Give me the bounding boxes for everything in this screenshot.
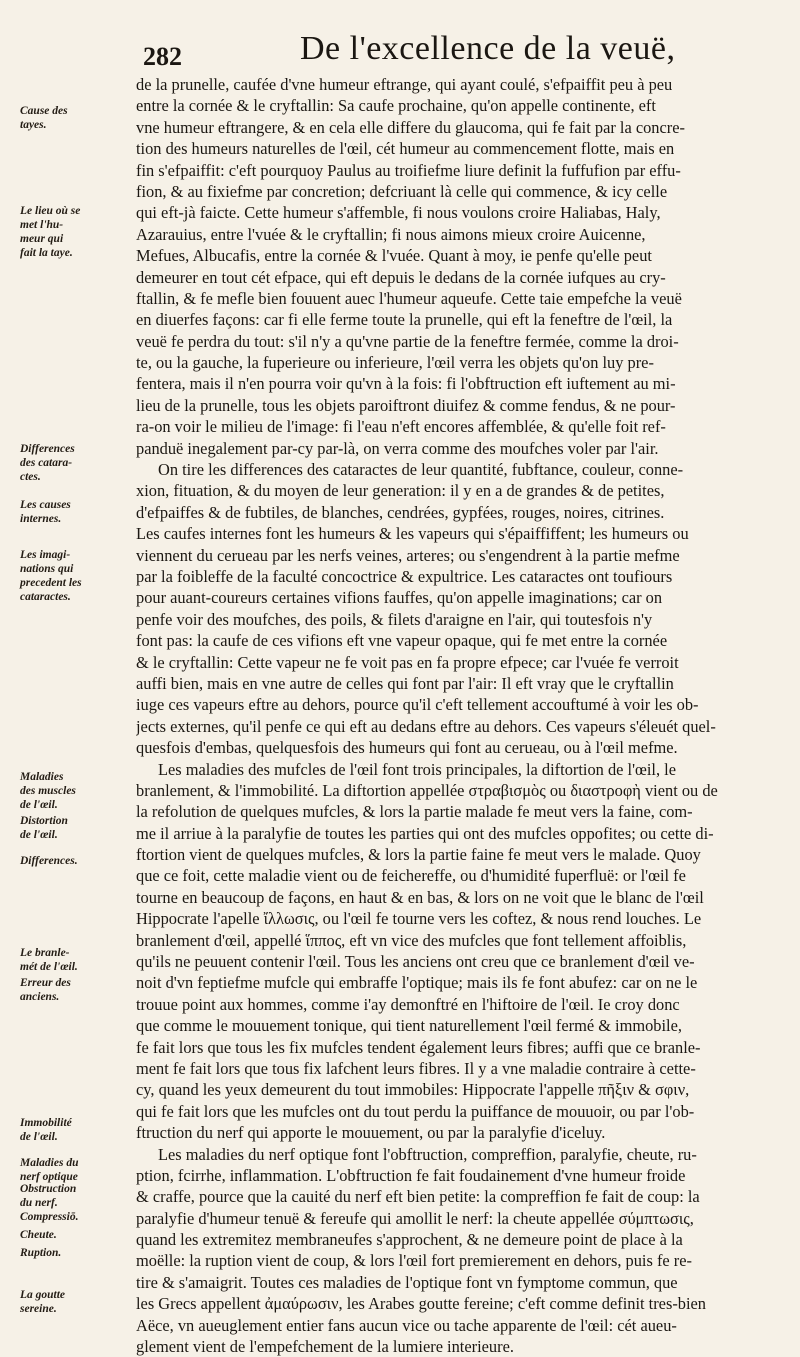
- margin-note-line: Cause des: [20, 105, 68, 117]
- text-line: On tire les differences des cataractes de leur quantité, fubftance, couleur, conne-: [158, 460, 684, 480]
- margin-note-line: anciens.: [20, 991, 60, 1003]
- text-line: xion, fituation, & du moyen de leur generation: il y en a de grandes & de petites,: [136, 481, 665, 501]
- margin-note-line: de l'œil.: [20, 829, 58, 841]
- margin-note: [20, 204, 124, 260]
- text-line: Mefues, Albucafis, entre la cornée & l'vuée. Quant à moy, ie penfe qu'elle peut: [136, 246, 652, 266]
- text-line: font pas: la caufe de ces vifions eft vne vapeur opaque, qui fe met entre la cornée: [136, 631, 668, 651]
- text-line: ftallin, & fe mefle bien fouuent auec l'humeur aqueufe. Cette taie empefche la veuë: [136, 288, 682, 308]
- text-line: demeurer en tout cét efpace, qui eft depuis le dedans de la cornée iufques au cry-: [136, 267, 666, 287]
- text-line: vne humeur eftrangere, & en cela elle differe du glaucoma, qui fe fait par la concre-: [136, 117, 685, 137]
- margin-note-line: des catara-: [20, 457, 73, 469]
- margin-note-line: Differences: [20, 443, 75, 455]
- text-line: te, ou la gauche, la fuperieure ou inferieure, l'œil verra les objets qu'on luy pre-: [136, 353, 654, 373]
- text-line: entre la cornée & le cryftallin: Sa caufe prochaine, qu'on appelle continente, eft: [136, 96, 656, 116]
- margin-note-line: La goutte: [20, 1289, 66, 1301]
- text-line: branlement d'œil, appellé ἵππος, eft vn vice des mufcles que font tellement affoiblis,: [136, 930, 687, 950]
- text-line: iuge ces vapeurs eftre au dehors, pource qu'il c'eft tellement accouftumé à voir les ob-: [136, 695, 699, 715]
- margin-note: [20, 104, 124, 132]
- text-line: quesfois d'embas, quelquesfois des humeurs qui font au cerueau, ou à l'œil mefme.: [136, 738, 678, 758]
- text-line: veuë fe perdra du tout: s'il n'y a qu'vne partie de la feneftre fermée, comme la droi-: [136, 331, 679, 351]
- text-line: auffi bien, mais en vne autre de celles qui font par l'air: Il eft vray que le cryftallin: [136, 673, 674, 693]
- text-line: par la foibleffe de la faculté concoctrice & expultrice. Les cataractes ont toufiours: [136, 566, 673, 586]
- margin-note-line: Maladies: [20, 771, 64, 783]
- margin-note-line: Distortion: [20, 815, 68, 827]
- margin-note-line: nations qui: [20, 563, 74, 575]
- margin-note: [20, 1116, 124, 1144]
- text-line: Les maladies du nerf optique font l'obftruction, compreffion, paralyfie, cheute, ru-: [158, 1144, 697, 1164]
- text-line: quand les extremitez membraneufes s'approchent, & ne demeure point de place à la: [136, 1230, 683, 1250]
- margin-note-line: met l'hu-: [20, 219, 64, 231]
- page-number: 282: [143, 42, 182, 71]
- text-line: & le cryftallin: Cette vapeur ne fe voit pas en fa propre efpece; car l'vuée fe verroit: [136, 652, 679, 672]
- margin-note-line: Differences.: [20, 855, 78, 867]
- margin-note-line: meur qui: [20, 233, 64, 245]
- text-line: en diuerfes façons: car fi elle ferme toute la prunelle, qui eft la feneftre de l'œil, la: [136, 310, 673, 330]
- text-line: qui eft-jà faicte. Cette humeur s'affemble, fi nous voulons croire Haliabas, Haly,: [136, 203, 661, 223]
- text-line: tourne en beaucoup de façons, en haut & en bas, & lors on ne voit que le blanc de l'œil: [136, 887, 704, 907]
- margin-note-line: Le lieu où se: [20, 205, 81, 217]
- margin-note: [20, 1246, 124, 1260]
- text-line: panduë inegalement par-cy par-là, on verra comme des moufches voler par l'air.: [136, 438, 659, 458]
- text-line: qu'ils ne peuuent contenir l'œil. Tous les anciens ont creu que ce branlement d'œil ve-: [136, 952, 695, 972]
- text-line: d'efpaiffes & de fubtiles, de blanches, cendrées, gypfées, rouges, noires, citrines.: [136, 502, 665, 522]
- text-line: me il arriue à la paralyfie de toutes les parties qui ont des mufcles oppofites; ou cette di-: [136, 823, 714, 843]
- text-line: Aëce, vn aueuglement entier fans aucun vice ou tache apparente de l'œil: cét aueu-: [136, 1315, 677, 1335]
- margin-note-line: tayes.: [20, 119, 47, 131]
- margin-note-line: de l'œil.: [20, 799, 58, 811]
- margin-note-line: Les imagi-: [20, 549, 71, 561]
- text-line: ption, fcirrhe, inflammation. L'obftruction fe fait foudainement d'vne humeur froide: [136, 1165, 686, 1185]
- text-line: fe fait lors que tous les fix mufcles tendent également leurs fibres; auffi que ce branle-: [136, 1037, 701, 1057]
- text-line: tion des humeurs naturelles de l'œil, cét humeur au commencement flotte, mais en: [136, 139, 675, 159]
- text-line: pour auant-coureurs certaines vifions fauffes, qu'on appelle imaginations; car on: [136, 588, 663, 608]
- text-line: ra-on voir le milieu de l'image: fi l'eau n'eft encores affemblée, & qu'elle foit ref-: [136, 417, 666, 437]
- margin-note-line: Immobilité: [20, 1117, 72, 1129]
- text-line: Azarauius, entre l'vuée & le cryftallin; fi nous aimons mieux croire Auicenne,: [136, 224, 646, 244]
- margin-note-line: nerf optique: [20, 1171, 78, 1183]
- text-line: noit d'vn feptiefme mufcle qui embraffe l'optique; mais ils fe font abufez: car on ne le: [136, 973, 698, 993]
- text-line: paralyfie d'humeur tenuë & fereufe qui amollit le nerf: la cheute appellée σύμπτωσις,: [136, 1208, 694, 1228]
- text-line: Les maladies des mufcles de l'œil font trois principales, la diftortion de l'œil, le: [158, 759, 676, 779]
- text-line: cy, quand les yeux demeurent du tout immobiles: Hippocrate l'appelle πῆξιν & σφιν,: [136, 1080, 690, 1100]
- margin-note: [20, 814, 124, 842]
- margin-note-line: Obstruction: [20, 1183, 77, 1195]
- text-line: viennent du cerueau par les nerfs veines, arteres; ou s'engendrent à la partie mefme: [136, 545, 680, 565]
- text-line: & craffe, pource que la cauité du nerf eft bien petite: la compreffion fe fait de coup: la: [136, 1187, 700, 1207]
- text-line: Hippocrate l'apelle ἴλλωσις, ou l'œil fe tourne vers les coftez, & nous rend louches. Le: [136, 909, 702, 929]
- margin-note: [20, 770, 124, 812]
- margin-note-line: mét de l'œil.: [20, 961, 78, 973]
- text-line: ment fe fait lors que tous fix lafchent leurs fibres. Il y a vne maladie contraire à cette-: [136, 1058, 696, 1078]
- text-line: de la prunelle, caufée d'vne humeur eftrange, qui ayant coulé, s'efpaiffit peu à peu: [136, 75, 673, 94]
- text-line: qui fe fait lors que les mufcles ont du tout perdu la puiffance de mouuoir, ou par l'ob-: [136, 1101, 695, 1121]
- margin-note-line: Compressiō.: [20, 1211, 79, 1223]
- text-line: trouue point aux hommes, comme i'ay demonftré en l'hiftoire de l'œil. Ie croy donc: [136, 994, 680, 1014]
- text-line: lieu de la prunelle, tous les objets paroiftront diuifez & comme fendus, & ne pour-: [136, 395, 676, 415]
- margin-note-line: fait la taye.: [20, 247, 73, 259]
- margin-note-line: Les causes: [20, 499, 71, 511]
- margin-note-line: Cheute.: [20, 1229, 57, 1241]
- text-line: penfe voir des moufches, des poils, & filets d'araigne en l'air, qui toutesfois n'y: [136, 609, 653, 629]
- margin-note-line: Le branle-: [20, 947, 70, 959]
- page-header: [0, 12, 800, 76]
- margin-note-line: internes.: [20, 513, 62, 525]
- margin-note: [20, 1228, 124, 1242]
- margin-note-line: ctes.: [20, 471, 41, 483]
- margin-note-line: Ruption.: [20, 1247, 62, 1259]
- margin-note: [20, 946, 124, 974]
- text-line: fin s'efpaiffit: c'eft pourquoy Paulus au troifiefme liure definit la fuffufion par effu-: [136, 160, 681, 180]
- text-line: les Grecs appellent ἀμαύρωσιν, les Arabes goutte fereine; c'eft comme definit tres-bien: [136, 1294, 706, 1314]
- margin-note: [20, 976, 124, 1004]
- margin-note: [20, 1156, 124, 1184]
- running-title: De l'excellence de la veuë,: [300, 30, 676, 67]
- margin-note: [20, 498, 124, 526]
- text-line: ftortion vient de quelques mufcles, & lors la partie faine fe meut vers le malade. Quoy: [136, 845, 701, 865]
- margin-note-line: Maladies du: [20, 1157, 79, 1169]
- text-line: glement vient de l'empefchement de la lumiere interieure.: [136, 1337, 514, 1357]
- text-line: que ce foit, cette maladie vient ou de feichereffe, ou d'humidité fuperfluë: or l'œil fe: [136, 866, 686, 886]
- margin-note: [20, 442, 124, 484]
- text-line: que comme le mouuement tonique, qui tient naturellement l'œil fermé & immobile,: [136, 1016, 682, 1036]
- margin-note: [20, 1288, 124, 1316]
- margin-note-line: de l'œil.: [20, 1131, 58, 1143]
- text-line: jects externes, qu'il penfe ce qui eft au dedans eftre au dehors. Ces vapeurs s'éleuét quel-: [136, 716, 716, 736]
- body-text: [136, 74, 794, 1357]
- text-line: ftruction du nerf qui apporte le mouuement, ou par la paralyfie d'iceluy.: [136, 1123, 606, 1143]
- margin-note-line: sereine.: [20, 1303, 57, 1315]
- margin-note-line: Erreur des: [20, 977, 71, 989]
- text-line: fion, & au fixiefme par concretion; defcriuant là celle qui commence, & icy celle: [136, 181, 668, 201]
- margin-note: [20, 1210, 124, 1224]
- text-line: la refolution de quelques mufcles, & lors la partie malade fe meut vers la faine, com-: [136, 802, 693, 822]
- margin-note: [20, 1182, 124, 1210]
- text-line: Les caufes internes font les humeurs & les vapeurs qui s'épaiffiffent; les humeurs ou: [136, 524, 689, 544]
- text-line: branlement, & l'immobilité. La diftortion appellée στραβισμὸς ou διαστροφὴ vient ou de: [136, 780, 718, 800]
- text-line: moëlle: la ruption vient de coup, & lors l'œil fort premierement en dehors, puis fe re-: [136, 1251, 692, 1271]
- margin-note-line: des muscles: [20, 785, 76, 797]
- margin-note: [20, 548, 124, 604]
- text-line: tire & s'amaigrit. Toutes ces maladies de l'optique font vn fymptome commun, que: [136, 1272, 678, 1292]
- text-line: fentera, mais il n'en pourra voir qu'vn à la fois: fi l'obftruction eft iuftement au mi-: [136, 374, 676, 394]
- margin-note-line: du nerf.: [20, 1197, 58, 1209]
- margin-note: [20, 854, 124, 868]
- margin-note-line: cataractes.: [20, 591, 71, 603]
- margin-note-line: precedent les: [20, 577, 82, 589]
